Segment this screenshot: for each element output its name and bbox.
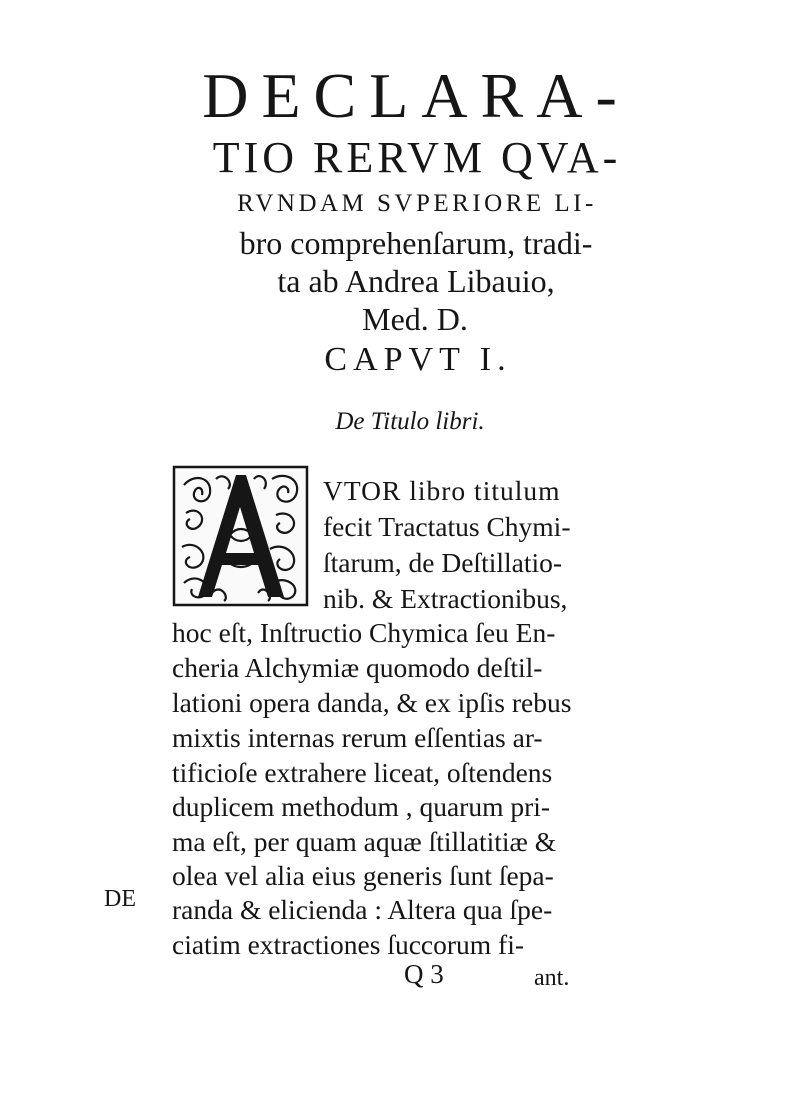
body-line: fecit Tractatus Chymi- (323, 511, 571, 542)
title-line-1: DECLARA- (202, 60, 630, 131)
title-line-5: ta ab Andrea Libauio, (277, 263, 555, 299)
title-line-6: Med. D. (362, 301, 468, 337)
body-line: hoc eſt, Inſtructio Chymica ſeu En- (172, 617, 556, 648)
body-line: mixtis internas rerum eſſentias ar- (172, 722, 543, 753)
title-line-2: TIO RERVM QVA- (212, 133, 622, 182)
body-line: duplicem methodum , quarum pri- (172, 791, 551, 822)
title-line-3: RVNDAM SVPERIORE LI- (237, 190, 597, 217)
signature-mark: Q 3 (404, 959, 444, 989)
chapter-heading: CAPVT I. (324, 341, 512, 378)
title-line-4: bro comprehenſarum, tradi- (239, 225, 593, 261)
body-line: ſtarum, de Deſtillatio- (323, 547, 563, 578)
body-line: olea vel alia eius generis ſunt ſepa- (172, 860, 554, 891)
body-line: cheria Alchymiæ quomodo deſtil- (172, 652, 543, 683)
body-line: ciatim extractiones ſuccorum fi- (172, 929, 525, 960)
body-line: nib. & Extractionibus, (323, 583, 568, 614)
body-line: tificioſe extrahere liceat, oſtendens (172, 757, 553, 788)
body-line: VTOR libro titulum (323, 475, 561, 506)
chapter-subtitle: De Titulo libri. (335, 408, 485, 435)
catchword: ant. (534, 965, 570, 991)
margin-note: DE (104, 886, 136, 912)
decorated-initial-a-icon (172, 465, 309, 607)
body-line: ma eſt, per quam aquæ ſtillatitiæ & (172, 826, 557, 857)
body-line: randa & elicienda : Altera qua ſpe- (172, 894, 553, 925)
body-line: lationi opera danda, & ex ipſis rebus (172, 687, 572, 718)
title-block (140, 60, 680, 338)
